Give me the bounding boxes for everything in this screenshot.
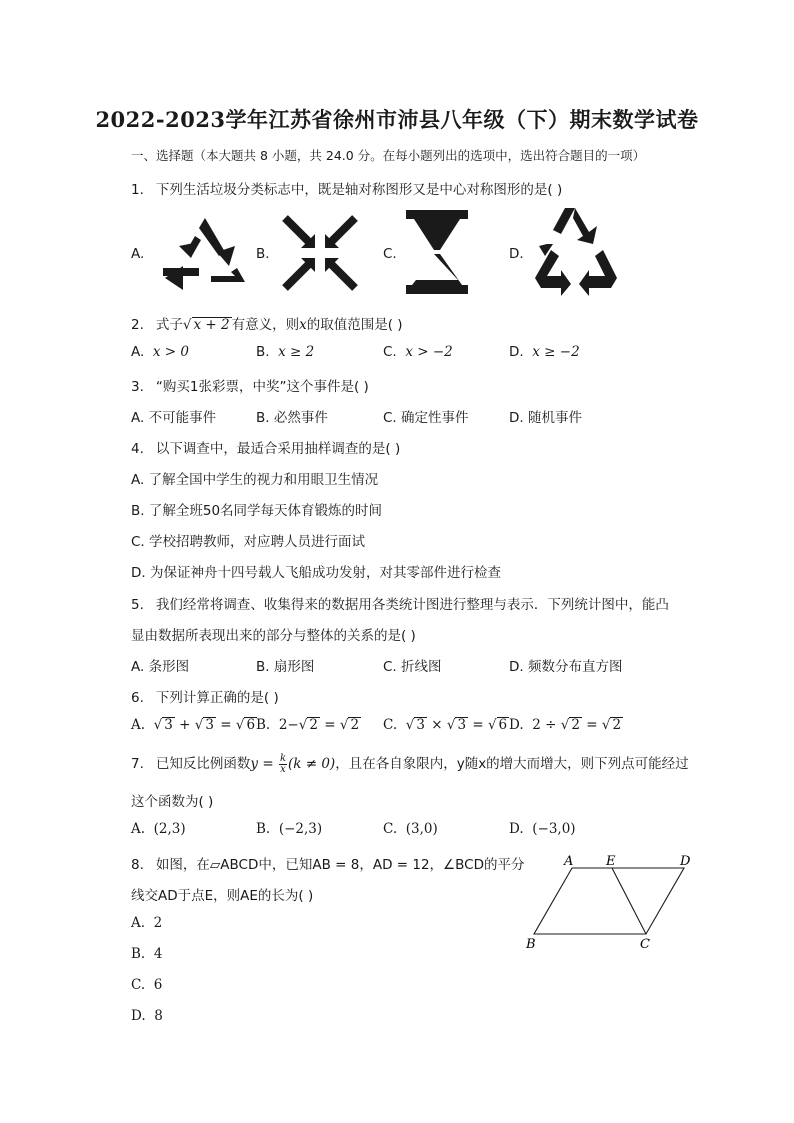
option-c: C. (3,0)	[383, 821, 438, 837]
question-text: 下列计算正确的是( )	[155, 690, 279, 706]
option-a: A. 条形图	[131, 659, 190, 675]
question-text: 下列生活垃圾分类标志中，既是轴对称图形又是中心对称图形的是( )	[155, 182, 563, 198]
question-6	[131, 686, 279, 706]
question-text: 式子	[155, 317, 183, 333]
recycle-outline-icon	[531, 204, 621, 300]
question-7	[131, 752, 689, 775]
four-arrows-inward-icon	[279, 212, 361, 294]
option-a: A. (2,3)	[131, 821, 186, 837]
question-number: 7.	[131, 756, 144, 772]
option-b: B. 扇形图	[256, 659, 315, 675]
option-d: D. (−3,0)	[509, 821, 576, 837]
hourglass-bin-icon	[404, 208, 470, 296]
option-a: A. √ 3 + √ 3 = √ 6	[131, 717, 256, 733]
sqrt-symbol: √	[182, 317, 192, 333]
fraction: $\frac{k}{x}$	[279, 752, 286, 775]
question-text: 以下调查中，最适合采用抽样调查的是( )	[155, 441, 401, 457]
question-text: 的取值范围是( )	[306, 317, 403, 333]
option-d: D. x ≥ −2	[509, 344, 580, 360]
option-d: D. 随机事件	[509, 410, 582, 426]
question-number: 5.	[131, 597, 144, 613]
vertex-label-b: B	[526, 937, 536, 952]
question-7-cont: 这个函数为( )	[131, 794, 214, 810]
option-c: C. √ 3 × √ 3 = √ 6	[383, 717, 508, 733]
question-2	[131, 313, 403, 333]
option-b: B. 4	[131, 946, 163, 962]
question-text: 有意义，则	[231, 317, 300, 333]
option-c: C. 确定性事件	[383, 410, 469, 426]
option-d: D. 8	[131, 1008, 163, 1024]
option-a: A. 了解全国中学生的视力和用眼卫生情况	[131, 472, 379, 488]
question-number: 4.	[131, 441, 144, 457]
option-d: D. 频数分布直方图	[509, 659, 623, 675]
option-b: B. 必然事件	[256, 410, 328, 426]
question-1	[131, 178, 562, 198]
option-b: B. (−2,3)	[256, 821, 323, 837]
parallelogram-abcd	[534, 868, 684, 934]
recycle-triangle-arrows-icon	[155, 212, 253, 294]
radicand: x + 2	[193, 317, 230, 333]
question-5-cont: 显由数据所表现出来的部分与整体的关系的是( )	[131, 628, 416, 644]
question-text: ，且在各自象限内，	[335, 756, 457, 772]
vertex-label-d: D	[680, 854, 691, 869]
equals-sign: =	[258, 756, 278, 772]
variable: x	[299, 317, 307, 333]
vertex-label-a: A	[564, 854, 574, 869]
option-a: A. 不可能事件	[131, 410, 217, 426]
option-label: D.	[509, 246, 524, 262]
option-c: C. 6	[131, 977, 163, 993]
question-3	[131, 375, 369, 395]
parallelogram-figure	[520, 850, 700, 954]
question-text: 我们经常将调查、收集得来的数据用各类统计图进行整理与表示．下列统计图中，能凸	[155, 597, 669, 613]
question-text: “购买1张彩票，中奖”这个事件是( )	[155, 379, 369, 395]
question-text: y随x的增大而增大，则下列点可能经过	[456, 756, 689, 772]
vertex-label-c: C	[640, 937, 650, 952]
option-c: C. x > −2	[383, 344, 453, 360]
option-b: B. 了解全班50名同学每天体育锻炼的时间	[131, 503, 383, 519]
option-b: B. 2−√ 2 = √ 2	[256, 717, 360, 733]
option-b: B. x ≥ 2	[256, 344, 315, 360]
variable: y	[250, 756, 259, 772]
question-number: 3.	[131, 379, 144, 395]
option-label: B.	[256, 246, 270, 262]
option-a: A. 2	[131, 915, 163, 931]
question-number: 6.	[131, 690, 144, 706]
option-d: D. 为保证神舟十四号载人飞船成功发射，对其零部件进行检查	[131, 565, 501, 581]
option-label: A.	[131, 246, 145, 262]
condition: (k ≠ 0)	[288, 756, 336, 772]
question-8-cont: 线交AD于点E，则AE的长为( )	[131, 888, 314, 904]
question-4	[131, 437, 400, 457]
option-c: C. 学校招聘教师，对应聘人员进行面试	[131, 534, 366, 550]
option-c: C. 折线图	[383, 659, 442, 675]
question-5	[131, 593, 669, 613]
question-number: 2.	[131, 317, 144, 333]
option-label: C.	[383, 246, 397, 262]
page-title: 2022-2023学年江苏省徐州市沛县八年级（下）期末数学试卷	[95, 107, 699, 132]
option-a: A. x > 0	[131, 344, 189, 360]
bisector-ce	[612, 868, 646, 934]
question-8	[131, 853, 524, 873]
vertex-label-e: E	[606, 854, 616, 869]
question-number: 8.	[131, 857, 144, 873]
option-d: D. 2 ÷ √ 2 = √ 2	[509, 717, 622, 733]
question-text: 已知反比例函数	[155, 756, 251, 772]
question-number: 1.	[131, 182, 144, 198]
question-text: 如图，在▱ABCD中，已知AB = 8，AD = 12，∠BCD的平分	[155, 857, 525, 873]
section-heading: 一、选择题（本大题共 8 小题，共 24.0 分。在每小题列出的选项中，选出符合题目的一项）	[131, 148, 646, 163]
